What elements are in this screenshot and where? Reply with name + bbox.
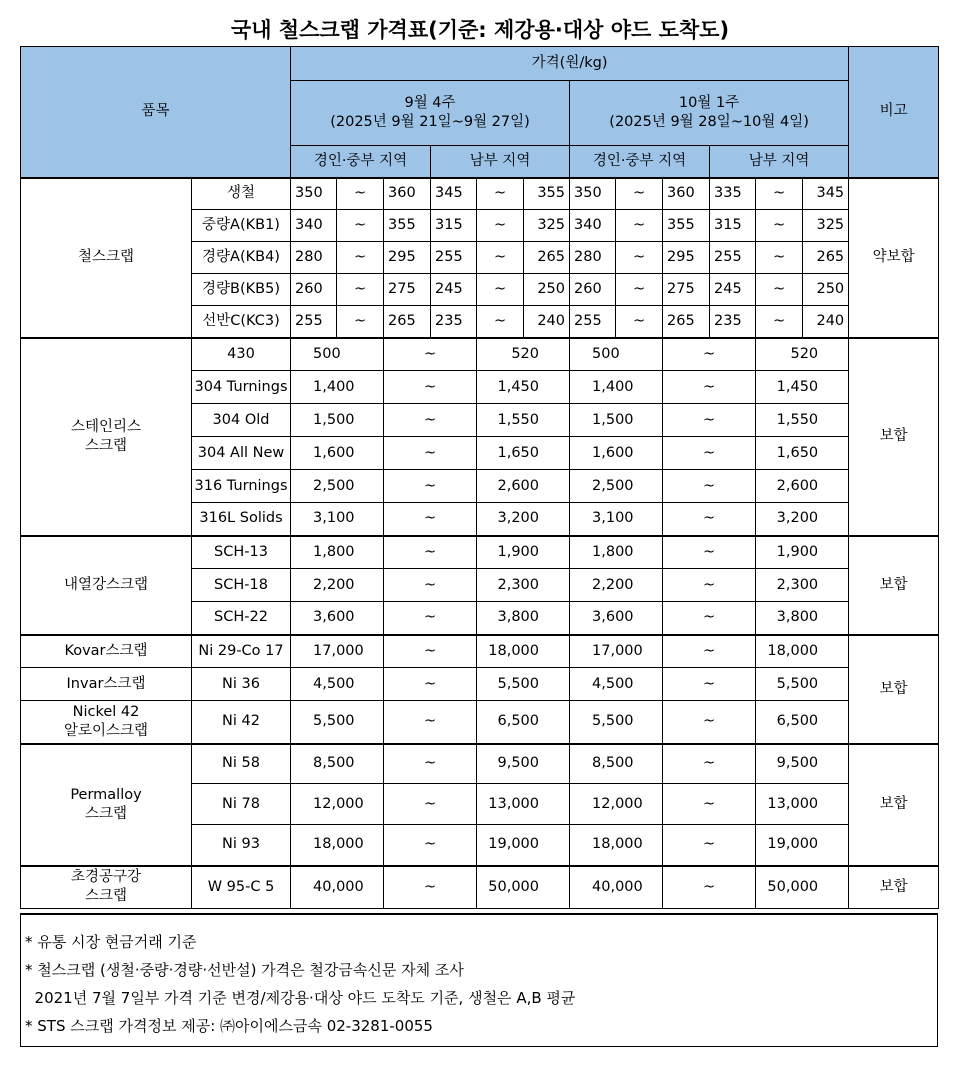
price-cell: 2,300 [756, 569, 849, 602]
price-cell: 355 [663, 210, 710, 242]
price-cell: 9,500 [477, 744, 570, 784]
price-cell: 3,800 [477, 602, 570, 635]
price-cell: 1,800 [570, 536, 663, 569]
price-cell: 255 [291, 306, 337, 338]
tilde-cell: ~ [663, 668, 756, 701]
grade-cell: 경량B(KB5) [192, 274, 291, 306]
price-cell: 3,600 [570, 602, 663, 635]
category-tool-line2: 스크랩 [84, 888, 128, 905]
price-cell: 240 [524, 306, 570, 338]
price-cell: 8,500 [291, 744, 384, 784]
price-cell: 280 [291, 242, 337, 274]
tilde-cell: ~ [477, 242, 524, 274]
price-cell: 275 [384, 274, 431, 306]
header-week2 [570, 81, 849, 146]
page-title: 국내 철스크랩 가격표(기준: 제강용·대상 야드 도착도) [230, 18, 730, 42]
tilde-cell: ~ [384, 866, 477, 909]
price-cell: 265 [524, 242, 570, 274]
grade-cell: 생철 [192, 178, 291, 210]
price-cell: 2,200 [570, 569, 663, 602]
price-cell: 13,000 [477, 784, 570, 825]
header-week2-region-b: 남부 지역 [710, 146, 849, 178]
grade-cell: Ni 42 [192, 701, 291, 744]
price-cell: 1,650 [756, 437, 849, 470]
price-cell: 1,650 [477, 437, 570, 470]
price-cell: 255 [431, 242, 477, 274]
tilde-cell: ~ [616, 274, 663, 306]
tilde-cell: ~ [756, 242, 803, 274]
tilde-cell: ~ [337, 210, 384, 242]
price-cell: 4,500 [291, 668, 384, 701]
tilde-cell: ~ [663, 338, 756, 371]
tilde-cell: ~ [663, 602, 756, 635]
price-cell: 265 [384, 306, 431, 338]
tilde-cell: ~ [663, 635, 756, 668]
tilde-cell: ~ [477, 210, 524, 242]
price-cell: 1,900 [477, 536, 570, 569]
price-cell: 1,450 [477, 371, 570, 404]
price-cell: 360 [384, 178, 431, 210]
price-cell: 6,500 [477, 701, 570, 744]
tilde-cell: ~ [663, 437, 756, 470]
tilde-cell: ~ [337, 306, 384, 338]
grade-cell: 선반C(KC3) [192, 306, 291, 338]
category-tool-line1: 초경공구강 [70, 869, 142, 886]
price-cell: 17,000 [291, 635, 384, 668]
tilde-cell: ~ [384, 825, 477, 866]
price-cell: 345 [431, 178, 477, 210]
category-heatres: 내열강스크랩 [21, 536, 192, 635]
price-cell: 18,000 [570, 825, 663, 866]
table-row [21, 178, 939, 210]
week2-range: (2025년 9월 28일~10월 4일) [609, 114, 809, 130]
tilde-cell: ~ [384, 437, 477, 470]
tilde-cell: ~ [663, 470, 756, 503]
grade-cell: 316L Solids [192, 503, 291, 536]
table-row [21, 866, 939, 909]
tilde-cell: ~ [663, 701, 756, 744]
price-cell: 2,500 [291, 470, 384, 503]
tilde-cell: ~ [384, 635, 477, 668]
price-cell: 19,000 [477, 825, 570, 866]
price-cell: 13,000 [756, 784, 849, 825]
header-week1 [291, 81, 570, 146]
tilde-cell: ~ [384, 470, 477, 503]
grade-cell: SCH-22 [192, 602, 291, 635]
tilde-cell: ~ [384, 701, 477, 744]
note-line: * 철스크랩 (생철·중량·경량·선반설) 가격은 철강금속신문 자체 조사 [25, 961, 464, 979]
price-cell: 18,000 [477, 635, 570, 668]
category-kovar: Kovar스크랩 [21, 635, 192, 668]
tilde-cell: ~ [384, 602, 477, 635]
price-cell: 235 [710, 306, 756, 338]
price-cell: 1,400 [291, 371, 384, 404]
tilde-cell: ~ [756, 210, 803, 242]
price-cell: 1,600 [291, 437, 384, 470]
grade-cell: 경량A(KB4) [192, 242, 291, 274]
price-cell: 40,000 [291, 866, 384, 909]
table-row [21, 635, 939, 668]
price-cell: 17,000 [570, 635, 663, 668]
price-cell: 500 [570, 338, 663, 371]
week2-label: 10월 1주 [678, 95, 740, 112]
price-cell: 2,600 [756, 470, 849, 503]
tilde-cell: ~ [756, 306, 803, 338]
remark-tool: 보합 [849, 866, 939, 909]
price-cell: 280 [570, 242, 616, 274]
price-cell: 250 [524, 274, 570, 306]
price-cell: 50,000 [477, 866, 570, 909]
price-table [20, 46, 939, 909]
price-cell: 2,500 [570, 470, 663, 503]
remark-stainless: 보합 [849, 338, 939, 536]
table-row [21, 701, 939, 744]
tilde-cell: ~ [384, 536, 477, 569]
tilde-cell: ~ [477, 274, 524, 306]
price-cell: 340 [570, 210, 616, 242]
tilde-cell: ~ [616, 306, 663, 338]
tilde-cell: ~ [384, 503, 477, 536]
header-price-unit: 가격(원/kg) [291, 47, 849, 81]
price-cell: 3,100 [291, 503, 384, 536]
table-row [21, 536, 939, 569]
price-cell: 5,500 [291, 701, 384, 744]
tilde-cell: ~ [337, 274, 384, 306]
price-cell: 3,800 [756, 602, 849, 635]
tilde-cell: ~ [616, 242, 663, 274]
category-stainless-line2: 스크랩 [84, 437, 128, 454]
header-remark: 비고 [849, 47, 939, 178]
price-cell: 6,500 [756, 701, 849, 744]
price-cell: 1,800 [291, 536, 384, 569]
price-cell: 355 [524, 178, 570, 210]
price-cell: 325 [524, 210, 570, 242]
price-cell: 240 [803, 306, 849, 338]
grade-cell: 304 Old [192, 404, 291, 437]
price-cell: 40,000 [570, 866, 663, 909]
remark-alloys: 보합 [849, 635, 939, 744]
grade-cell: Ni 36 [192, 668, 291, 701]
price-cell: 350 [291, 178, 337, 210]
grade-cell: Ni 29-Co 17 [192, 635, 291, 668]
category-tool [21, 866, 192, 909]
price-cell: 1,550 [477, 404, 570, 437]
remark-heatres: 보합 [849, 536, 939, 635]
grade-cell: 304 Turnings [192, 371, 291, 404]
price-cell: 260 [291, 274, 337, 306]
price-cell: 255 [710, 242, 756, 274]
price-cell: 295 [384, 242, 431, 274]
tilde-cell: ~ [663, 866, 756, 909]
tilde-cell: ~ [384, 784, 477, 825]
price-cell: 500 [291, 338, 384, 371]
notes-box [20, 913, 938, 1047]
header-item: 품목 [21, 47, 291, 178]
price-cell: 315 [431, 210, 477, 242]
grade-cell: W 95-C 5 [192, 866, 291, 909]
price-cell: 355 [384, 210, 431, 242]
tilde-cell: ~ [384, 404, 477, 437]
price-cell: 1,400 [570, 371, 663, 404]
tilde-cell: ~ [477, 178, 524, 210]
price-cell: 1,450 [756, 371, 849, 404]
note-line: 2021년 7월 7일부 가격 기준 변경/제강용·대상 야드 도착도 기준, 생철은 A,B 평균 [25, 989, 576, 1007]
price-cell: 245 [710, 274, 756, 306]
price-cell: 8,500 [570, 744, 663, 784]
price-cell: 250 [803, 274, 849, 306]
category-permalloy [21, 744, 192, 866]
table-row [21, 744, 939, 784]
note-line: * STS 스크랩 가격정보 제공: ㈜아이에스금속 02-3281-0055 [25, 1017, 433, 1035]
price-cell: 335 [710, 178, 756, 210]
price-cell: 3,200 [477, 503, 570, 536]
price-cell: 325 [803, 210, 849, 242]
price-cell: 345 [803, 178, 849, 210]
price-cell: 2,200 [291, 569, 384, 602]
price-cell: 2,600 [477, 470, 570, 503]
category-invar: Invar스크랩 [21, 668, 192, 701]
tilde-cell: ~ [663, 503, 756, 536]
price-cell: 265 [803, 242, 849, 274]
tilde-cell: ~ [663, 744, 756, 784]
price-cell: 9,500 [756, 744, 849, 784]
tilde-cell: ~ [663, 536, 756, 569]
grade-cell: Ni 58 [192, 744, 291, 784]
price-cell: 18,000 [291, 825, 384, 866]
price-cell: 350 [570, 178, 616, 210]
tilde-cell: ~ [663, 371, 756, 404]
grade-cell: SCH-18 [192, 569, 291, 602]
price-cell: 1,900 [756, 536, 849, 569]
price-cell: 260 [570, 274, 616, 306]
price-cell: 245 [431, 274, 477, 306]
grade-cell: SCH-13 [192, 536, 291, 569]
category-nickel42-line2: 알로이스크랩 [63, 722, 149, 739]
tilde-cell: ~ [663, 784, 756, 825]
note-line: * 유통 시장 현금거래 기준 [25, 933, 197, 951]
price-cell: 5,500 [477, 668, 570, 701]
tilde-cell: ~ [384, 744, 477, 784]
price-cell: 5,500 [570, 701, 663, 744]
price-cell: 255 [570, 306, 616, 338]
category-iron: 철스크랩 [21, 178, 192, 338]
week1-range: (2025년 9월 21일~9월 27일) [330, 114, 530, 130]
tilde-cell: ~ [756, 178, 803, 210]
category-nickel42-line1: Nickel 42 [72, 703, 140, 720]
grade-cell: Ni 78 [192, 784, 291, 825]
price-cell: 5,500 [756, 668, 849, 701]
price-cell: 520 [477, 338, 570, 371]
tilde-cell: ~ [337, 178, 384, 210]
grade-cell: 316 Turnings [192, 470, 291, 503]
header-week1-region-a: 경인·중부 지역 [291, 146, 431, 178]
tilde-cell: ~ [384, 371, 477, 404]
tilde-cell: ~ [337, 242, 384, 274]
grade-cell: 중량A(KB1) [192, 210, 291, 242]
grade-cell: 430 [192, 338, 291, 371]
price-cell: 12,000 [291, 784, 384, 825]
remark-permalloy: 보합 [849, 744, 939, 866]
header-week2-region-a: 경인·중부 지역 [570, 146, 710, 178]
category-nickel42 [21, 701, 192, 744]
tilde-cell: ~ [756, 274, 803, 306]
price-cell: 235 [431, 306, 477, 338]
tilde-cell: ~ [477, 306, 524, 338]
grade-cell: 304 All New [192, 437, 291, 470]
week1-label: 9월 4주 [404, 95, 456, 112]
price-cell: 340 [291, 210, 337, 242]
price-cell: 315 [710, 210, 756, 242]
price-cell: 12,000 [570, 784, 663, 825]
table-row [21, 668, 939, 701]
category-permalloy-line2: 스크랩 [84, 805, 128, 822]
tilde-cell: ~ [616, 178, 663, 210]
price-cell: 50,000 [756, 866, 849, 909]
tilde-cell: ~ [384, 668, 477, 701]
tilde-cell: ~ [384, 338, 477, 371]
price-cell: 4,500 [570, 668, 663, 701]
category-permalloy-line1: Permalloy [70, 786, 142, 803]
price-cell: 19,000 [756, 825, 849, 866]
price-cell: 18,000 [756, 635, 849, 668]
tilde-cell: ~ [663, 404, 756, 437]
price-cell: 360 [663, 178, 710, 210]
price-cell: 265 [663, 306, 710, 338]
price-cell: 1,550 [756, 404, 849, 437]
price-cell: 520 [756, 338, 849, 371]
tilde-cell: ~ [384, 569, 477, 602]
tilde-cell: ~ [663, 825, 756, 866]
price-cell: 1,500 [570, 404, 663, 437]
category-stainless [21, 338, 192, 536]
category-stainless-line1: 스테인리스 [70, 418, 142, 435]
grade-cell: Ni 93 [192, 825, 291, 866]
price-cell: 3,600 [291, 602, 384, 635]
price-cell: 2,300 [477, 569, 570, 602]
tilde-cell: ~ [616, 210, 663, 242]
tilde-cell: ~ [663, 569, 756, 602]
price-cell: 1,600 [570, 437, 663, 470]
price-cell: 1,500 [291, 404, 384, 437]
price-cell: 295 [663, 242, 710, 274]
header-week1-region-b: 남부 지역 [431, 146, 570, 178]
remark-iron: 약보합 [849, 178, 939, 338]
table-row [21, 338, 939, 371]
price-cell: 275 [663, 274, 710, 306]
price-cell: 3,200 [756, 503, 849, 536]
price-cell: 3,100 [570, 503, 663, 536]
